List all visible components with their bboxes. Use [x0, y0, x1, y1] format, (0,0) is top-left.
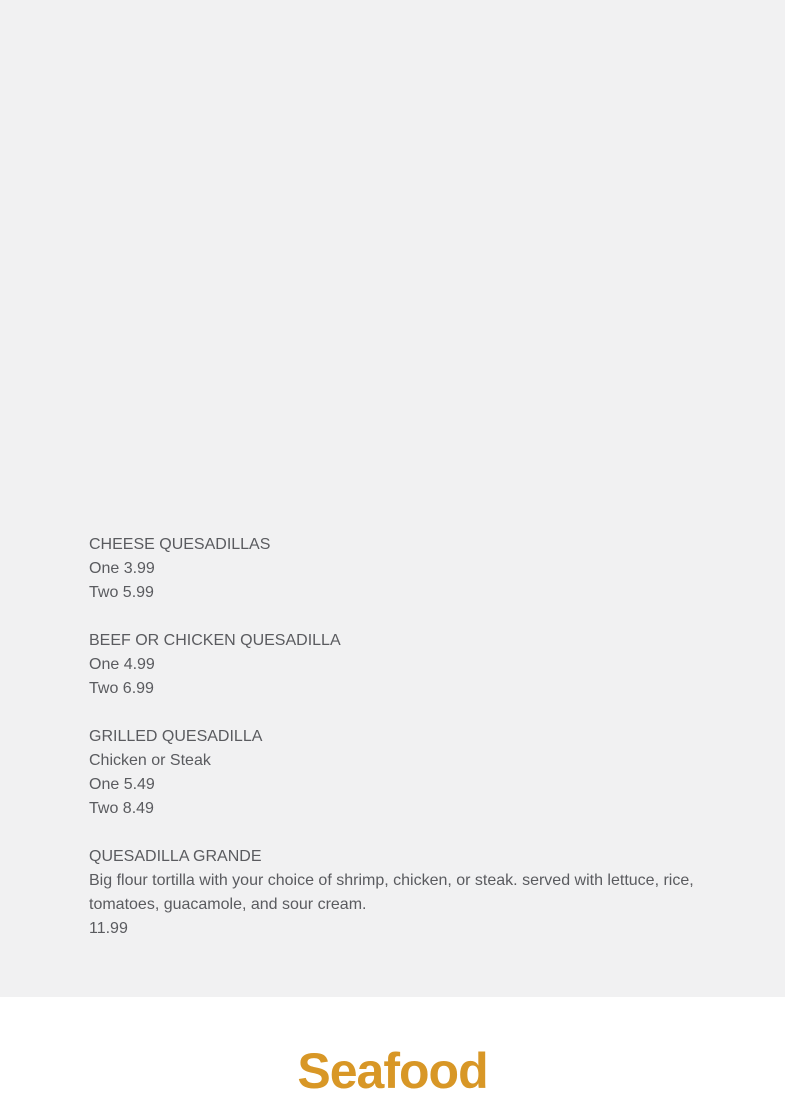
menu-item-name: QUESADILLA GRANDE: [89, 848, 262, 865]
menu-item-price-line: 11.99: [89, 920, 128, 937]
menu-item-price-line: One 3.99: [89, 560, 155, 577]
menu-item-description-line: Big flour tortilla with your choice of shrimp, chicken, or steak. served with lettuce, rice,: [89, 872, 694, 889]
menu-item-price-line: Two 8.49: [89, 800, 154, 817]
menu-item-name: GRILLED QUESADILLA: [89, 728, 263, 745]
menu-item-option-line: Chicken or Steak: [89, 752, 211, 769]
menu-item-quesadilla-grande: [89, 845, 696, 941]
seafood-section: [0, 997, 785, 1099]
menu-item-price-line: One 5.49: [89, 776, 155, 793]
menu-item-cheese-quesadillas: [89, 533, 696, 605]
menu-item-grilled-quesadilla: [89, 725, 696, 821]
menu-item-description-line: tomatoes, guacamole, and sour cream.: [89, 896, 367, 913]
menu-item-name: CHEESE QUESADILLAS: [89, 536, 271, 553]
menu-item-price-line: One 4.99: [89, 656, 155, 673]
menu-item-price-line: Two 5.99: [89, 584, 154, 601]
menu-text-block: [89, 0, 696, 941]
seafood-section-heading: Seafood: [297, 1043, 488, 1099]
menu-item-name: BEEF OR CHICKEN QUESADILLA: [89, 632, 341, 649]
menu-item-beef-or-chicken-quesadilla: [89, 629, 696, 701]
menu-item-price-line: Two 6.99: [89, 680, 154, 697]
